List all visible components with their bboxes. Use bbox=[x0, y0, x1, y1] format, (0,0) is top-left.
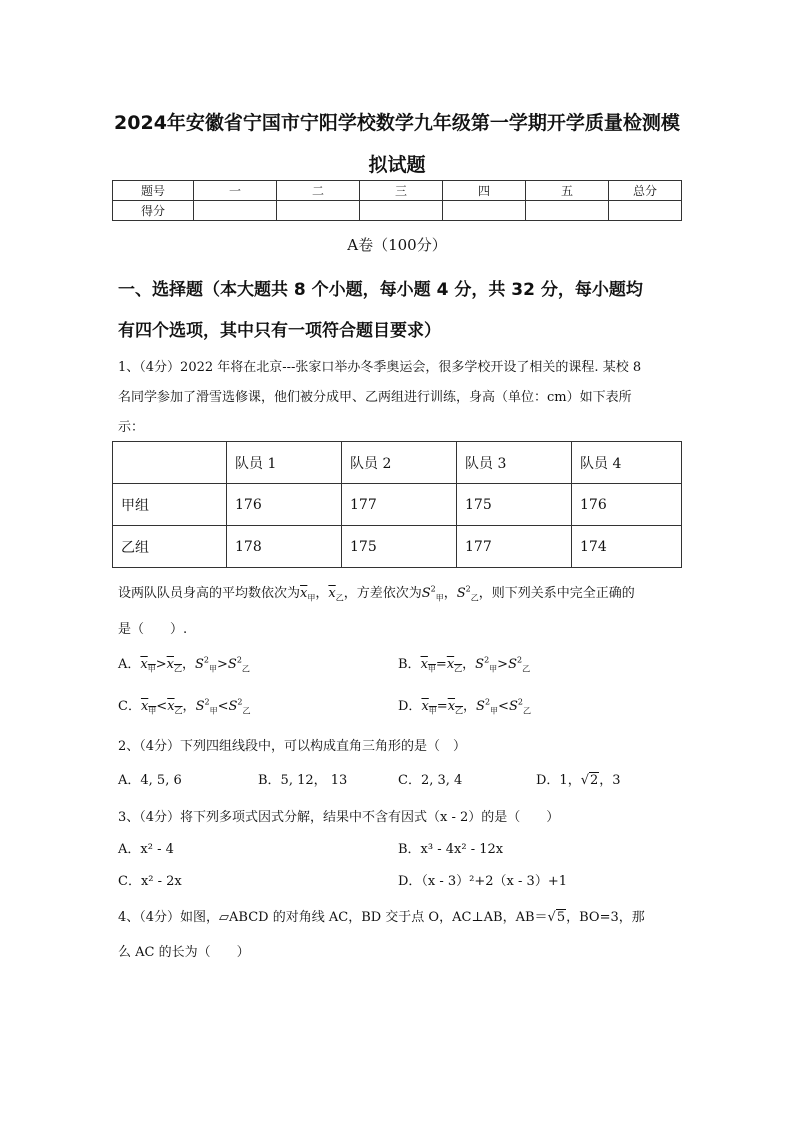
q1-stem-question: 设两队队员身高的平均数依次为$\overline{x}_甲$，$\overline{x}_乙$，方差依次为$S^2_甲$，$S^2_乙$，则下列关系中完全正确的 bbox=[118, 584, 635, 603]
q1-option-d[interactable]: D．$x_甲=x_乙$，$S^2_甲<S^2_乙$ bbox=[398, 697, 531, 716]
score-cell[interactable] bbox=[526, 201, 609, 221]
score-cell[interactable] bbox=[277, 201, 360, 221]
height-header-cell: 队员 4 bbox=[572, 442, 682, 484]
q1-option-b[interactable]: B．$x_甲=x_乙$，$S^2_甲>S^2_乙$ bbox=[398, 655, 531, 674]
height-header-cell bbox=[113, 442, 227, 484]
q1-option-a[interactable]: A．$x_甲>x_乙$，$S^2_甲>S^2_乙$ bbox=[118, 655, 250, 674]
q4-stem-line1: 4、（4分）如图，▱ABCD 的对角线 AC，BD 交于点 O，AC⊥AB，AB＝√5，BO=3，那 bbox=[118, 910, 645, 925]
q1-stem-line3: 示： bbox=[118, 420, 145, 435]
q3-option-b[interactable]: B．x³ - 4x² - 12x bbox=[398, 842, 504, 857]
q3-option-c[interactable]: C．x² - 2x bbox=[118, 874, 182, 889]
q4-stem-part: 4、（4分）如图，▱ABCD 的对角线 AC，BD 交于点 O，AC⊥AB，AB＝ bbox=[118, 910, 548, 925]
score-cell[interactable] bbox=[360, 201, 443, 221]
score-cell[interactable] bbox=[443, 201, 526, 221]
height-cell: 176 bbox=[227, 484, 342, 526]
score-row-label: 得分 bbox=[113, 201, 194, 221]
option-letter: B． bbox=[398, 657, 421, 672]
height-row-label: 乙组 bbox=[113, 526, 227, 568]
q2-option-d[interactable]: D．1，√2，3 bbox=[536, 773, 621, 788]
score-header-cell: 二 bbox=[277, 181, 360, 201]
q1-option-c[interactable]: C．$x_甲<x_乙$，$S^2_甲<S^2_乙$ bbox=[118, 697, 251, 716]
option-letter: C． bbox=[118, 699, 141, 714]
q1-stem-line2: 名同学参加了滑雪选修课，他们被分成甲、乙两组进行训练，身高（单位：cm）如下表所 bbox=[118, 390, 632, 405]
option-text: D．1， bbox=[536, 773, 581, 788]
q4-stem-part: ，BO=3，那 bbox=[566, 910, 645, 925]
q2-option-c[interactable]: C．2, 3, 4 bbox=[398, 773, 463, 788]
sqrt-radicand: 5 bbox=[556, 910, 566, 925]
q3-option-d[interactable]: D．（x - 3）²+2（x - 3）+1 bbox=[398, 874, 567, 889]
height-cell: 178 bbox=[227, 526, 342, 568]
score-header-cell: 一 bbox=[194, 181, 277, 201]
q4-stem-line2: 么 AC 的长为（ ） bbox=[118, 945, 250, 960]
height-cell: 175 bbox=[342, 526, 457, 568]
height-row bbox=[113, 526, 682, 568]
height-row-label: 甲组 bbox=[113, 484, 227, 526]
score-header-cell: 题号 bbox=[113, 181, 194, 201]
score-header-row bbox=[113, 181, 682, 201]
q3-stem: 3、（4分）将下列多项式因式分解，结果中不含有因式（x - 2）的是（ ） bbox=[118, 810, 560, 825]
option-letter: A． bbox=[118, 657, 141, 672]
q2-option-b[interactable]: B．5, 12， 13 bbox=[258, 773, 348, 788]
q1-stem-part: ，方差依次为 bbox=[343, 586, 422, 601]
height-cell: 174 bbox=[572, 526, 682, 568]
option-letter: D． bbox=[398, 699, 422, 714]
q1-stem-line1: 1、（4分）2022 年将在北京---张家口举办冬季奥运会，很多学校开设了相关的课程. 某校 8 bbox=[118, 360, 642, 375]
score-header-cell: 总分 bbox=[609, 181, 682, 201]
height-cell: 177 bbox=[342, 484, 457, 526]
option-text: ，3 bbox=[599, 773, 621, 788]
q1-stem-part: 设两队队员身高的平均数依次为 bbox=[118, 586, 301, 601]
score-cell[interactable] bbox=[609, 201, 682, 221]
score-header-cell: 五 bbox=[526, 181, 609, 201]
q1-stem-line5: 是（ ）. bbox=[118, 622, 188, 637]
height-header-cell: 队员 2 bbox=[342, 442, 457, 484]
q2-option-a[interactable]: A．4, 5, 6 bbox=[118, 773, 182, 788]
q3-option-a[interactable]: A．x² - 4 bbox=[118, 842, 174, 857]
score-row bbox=[113, 201, 682, 221]
paper-section-heading: A卷（100分） bbox=[347, 236, 447, 254]
height-cell: 176 bbox=[572, 484, 682, 526]
sqrt-radicand: 2 bbox=[590, 773, 599, 788]
page-title: 2024年安徽省宁国市宁阳学校数学九年级第一学期开学质量检测模 bbox=[114, 112, 680, 134]
section1-heading-line2: 有四个选项，其中只有一项符合题目要求） bbox=[118, 321, 441, 341]
height-row bbox=[113, 484, 682, 526]
height-header-cell: 队员 1 bbox=[227, 442, 342, 484]
score-header-cell: 三 bbox=[360, 181, 443, 201]
score-cell[interactable] bbox=[194, 201, 277, 221]
score-table bbox=[112, 180, 682, 221]
section1-heading: 一、选择题（本大题共 8 个小题，每小题 4 分，共 32 分，每小题均 bbox=[118, 280, 643, 300]
height-header-row bbox=[113, 442, 682, 484]
height-cell: 175 bbox=[457, 484, 572, 526]
height-table bbox=[112, 441, 682, 568]
page-title-line2: 拟试题 bbox=[368, 154, 426, 176]
height-cell: 177 bbox=[457, 526, 572, 568]
score-header-cell: 四 bbox=[443, 181, 526, 201]
q2-stem: 2、（4分）下列四组线段中，可以构成直角三角形的是（ ） bbox=[118, 739, 467, 754]
height-header-cell: 队员 3 bbox=[457, 442, 572, 484]
q1-stem-part: ，则下列关系中完全正确的 bbox=[478, 586, 635, 601]
